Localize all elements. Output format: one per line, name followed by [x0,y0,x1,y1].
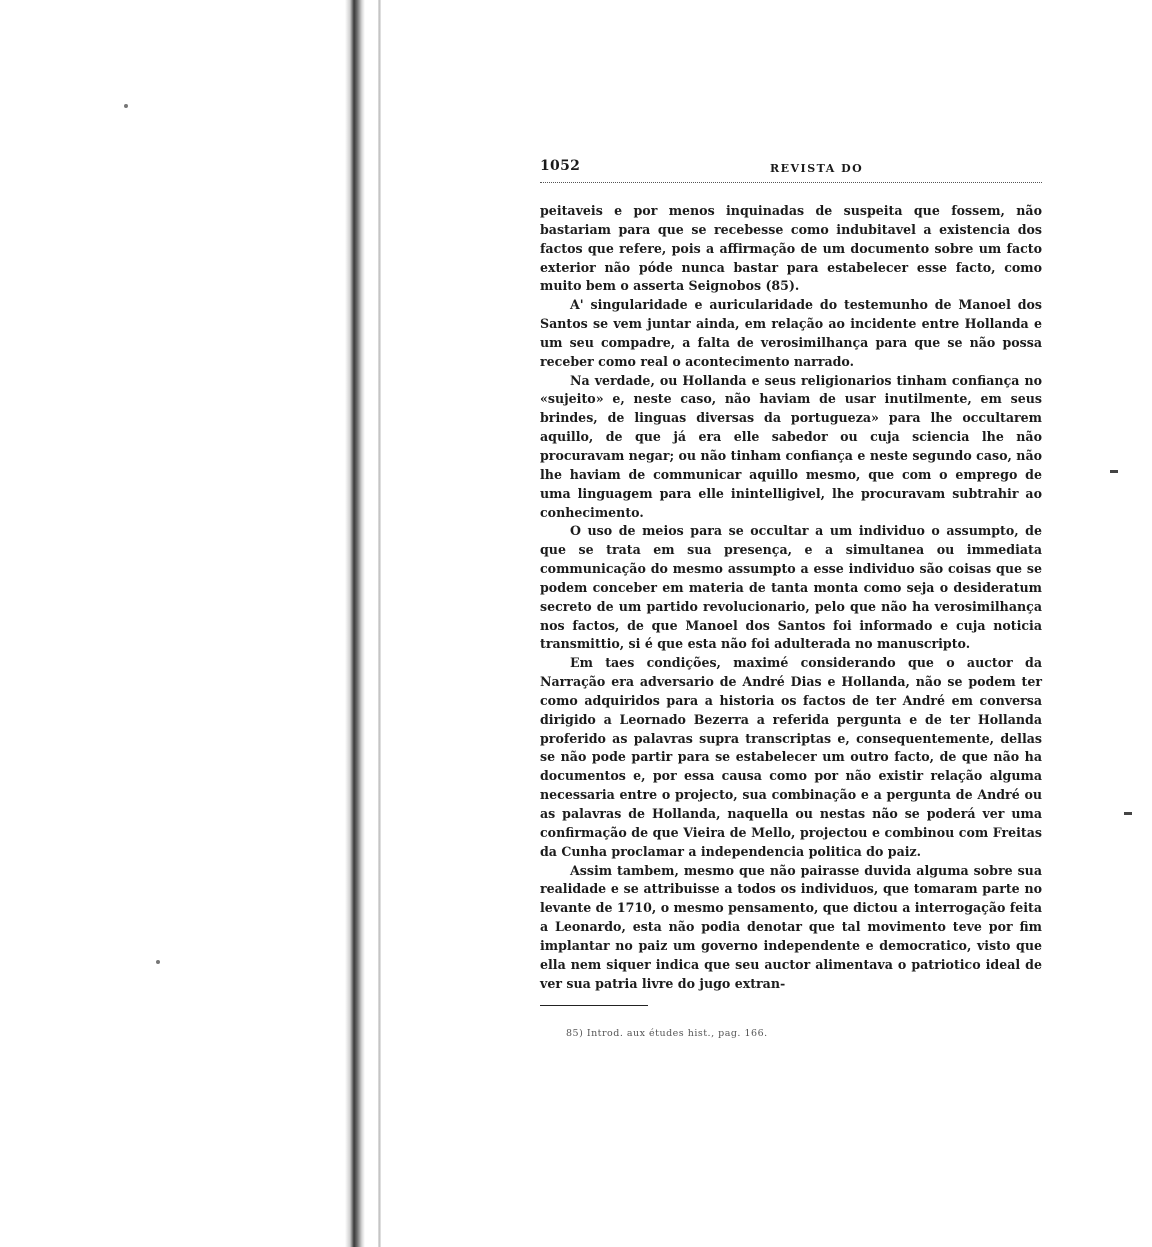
margin-mark [1124,812,1132,815]
header-rule [540,182,1042,183]
paragraph: Assim tambem, mesmo que não pairasse duvida alguma sobre sua realidade e se attribuisse a todos os individuos, que tomaram parte no levante de 1710, o mesmo pensamento, que dictou a interrogação feita a Leonardo, esta não podia denotar que tal movimento teve por fim implantar no paiz um governo independente e democratico, visto que ella nem siquer indica que seu auctor alimentava o patriotico ideal de ver sua patria livre do jugo extran- [540,862,1042,991]
paragraph: A' singularidade e auricularidade do testemunho de Manoel dos Santos se vem juntar ainda, em relação ao incidente entre Hollanda e um seu compadre, a falta de verosimilhança para que se não possa receber como real o acontecimento narrado. [540,297,1042,369]
page-number: 1052 [540,158,581,174]
paragraph: Em taes condições, maximé considerando que o auctor da Narração era adversario de André Dias e Hollanda, não se podem ter como adquiridos para a historia os factos de ter André em conversa dirigido a Leornado Bezerra a referida pergunta e de ter Hollanda proferido as palavras supra transcriptas e, consequentemente, dellas se não pode partir para se estabelecer um outro facto, de que não ha documentos e, por essa causa como por não existir relação alguma necessaria entre o projecto, sua combinação e a pergunta de André ou as palavras de Hollanda, naquella ou nestas não se poderá ver uma confirmação de que Vieira de Mello, projectou e combinou com Freitas da Cunha proclamar a independencia politica do paiz. [540,655,1042,859]
margin-mark [1110,470,1118,473]
footnote-rule [540,1005,648,1006]
paragraph: O uso de meios para se occultar a um individuo o assumpto, de que se trata em sua presença, e a simultanea ou immediata communicação do mesmo assumpto a esse individuo são coisas que se podem conceber em materia de tanta monta como seja o desideratum secreto de um partido revolucionario, pelo que não ha verosimilhança nos factos, de que Manoel dos Santos foi informado e cuja noticia transmittio, si é que esta não foi adulterada no manuscripto. [540,523,1042,652]
running-head [540,148,1042,178]
paragraph: peitaveis e por menos inquinadas de suspeita que fossem, não bastariam para que se recebesse como indubitavel a existencia dos factos que refere, pois a affirmação de um documento sobre um facto exterior não póde nunca bastar para estabelecer esse facto, como muito bem o asserta Seignobos (85). [540,203,1042,294]
scan-speck [156,960,160,964]
scan-speck [124,104,128,108]
left-facing-page [0,0,348,1247]
footnote: 85) Introd. aux études hist., pag. 166. [566,1028,768,1040]
body-text [540,202,1042,993]
book-page [540,148,1042,1039]
book-spine [345,0,365,1247]
paragraph: Na verdade, ou Hollanda e seus religionarios tinham confiança no «sujeito» e, neste caso, não haviam de usar inutilmente, em seus brindes, de linguas diversas da portugueza» para lhe occultarem aquillo, de que já era elle sabedor ou cuja sciencia lhe não procuravam negar; ou não tinham confiança e neste segundo caso, não lhe haviam de communicar aquillo mesmo, que com o emprego de uma linguagem para elle inintelligivel, lhe procuravam subtrahir ao conhecimento. [540,372,1042,520]
running-title: REVISTA DO [770,162,864,175]
page-edge [378,0,381,1247]
